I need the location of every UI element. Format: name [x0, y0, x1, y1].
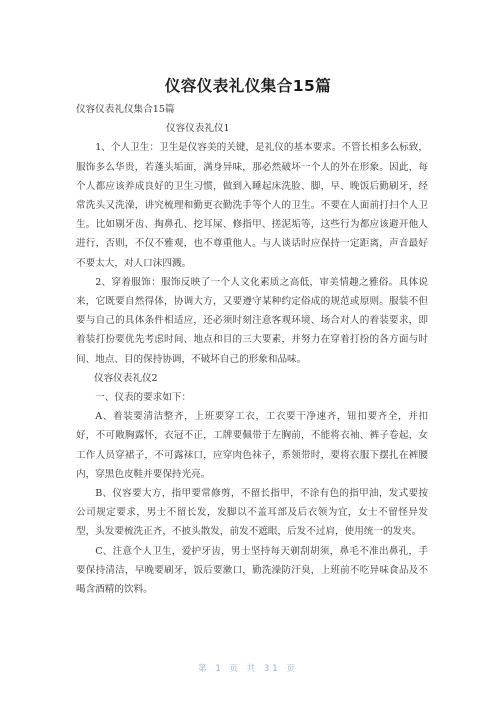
page-footer: 第 1 页 共 31 页 — [198, 664, 298, 674]
section-heading-1: 仪容仪表礼仪1 — [166, 123, 230, 135]
paragraph-requirements-intro: 一、仪表的要求如下： — [95, 392, 192, 404]
paragraph-hygiene: 1、个人卫生：卫生是仪容美的关键，是礼仪的基本要求。不管长相多么标致，服饰多么华贵，若蓬头垢面，满身异味，那必然破坏一个人的外在形象。因此，每个人都应该养成良好的卫生习惯，做到入睡起床洗脸、脚，早、晚饭后勤刷牙，经常洗头又洗澡，讲究梳理和勤更衣勤洗手等个人的卫生。不要在人面前打扫个人卫生。比如剔牙齿、掏鼻孔、挖耳屎、修指甲、搓泥垢等，这些行为都应该避开他人进行，否则，不仅不雅观，也不尊重他人。与人谈话时应保持一定距离，声音最好不要太大，对人口沫四溅。 — [76, 142, 428, 269]
paragraph-item-a: A、着装要清洁整齐，上班要穿工衣，工衣要干净速齐，钮扣要齐全，并扣好，不可敞胸露怀，衣冠不正，工牌要佩带于左胸前，不能将衣袖、裤子卷起，女工作人员穿裙子，不可露袜口，应穿肉色袜子，系领带时，要将衣服下摆扎在裤腰内，穿黑色皮鞋并要保持光亮。 — [76, 411, 428, 480]
section-heading-2: 仪容仪表礼仪2 — [94, 372, 158, 384]
paragraph-item-c: C、注意个人卫生，爱护牙齿，男士坚持每天剃刮胡须，鼻毛不准出鼻孔，手要保持清洁，早晚要刷牙，饭后要漱口，勤洗澡防汗臭，上班前不吃异味食品及不喝含酒精的饮料。 — [76, 545, 428, 596]
paragraph-item-b: B、仪容要大方，指甲要常修剪，不留长指甲，不涂有色的指甲油，发式要按公司规定要求，男士不留长发，发脚以不盖耳部及后衣领为宜，女士不留怪异发型，头发要梳洗正齐，不披头散发，前发不遮眼，后发不过肩，使用统一的发夹。 — [76, 488, 428, 538]
document-body — [76, 100, 428, 599]
paragraph-clothing: 2、穿着服饰：服饰反映了一个人文化素质之高低，审美情趣之雅俗。具体说来，它既要自然得体，协调大方，又要遵守某种约定俗成的规范或原则。服装不但要与自己的具体条件相适应，还必须时刻注意客观环境、场合对人的着装要求，即着装打扮要优先考虑时间、地点和目的三大要素，并努力在穿着打扮的各方面与时间、地点、目的保持协调，不破坏自己的形象和品味。 — [76, 276, 428, 365]
document-title: 仪容仪表礼仪集合15篇 — [164, 77, 332, 95]
document-subtitle: 仪容仪表礼仪集合15篇 — [76, 104, 175, 115]
